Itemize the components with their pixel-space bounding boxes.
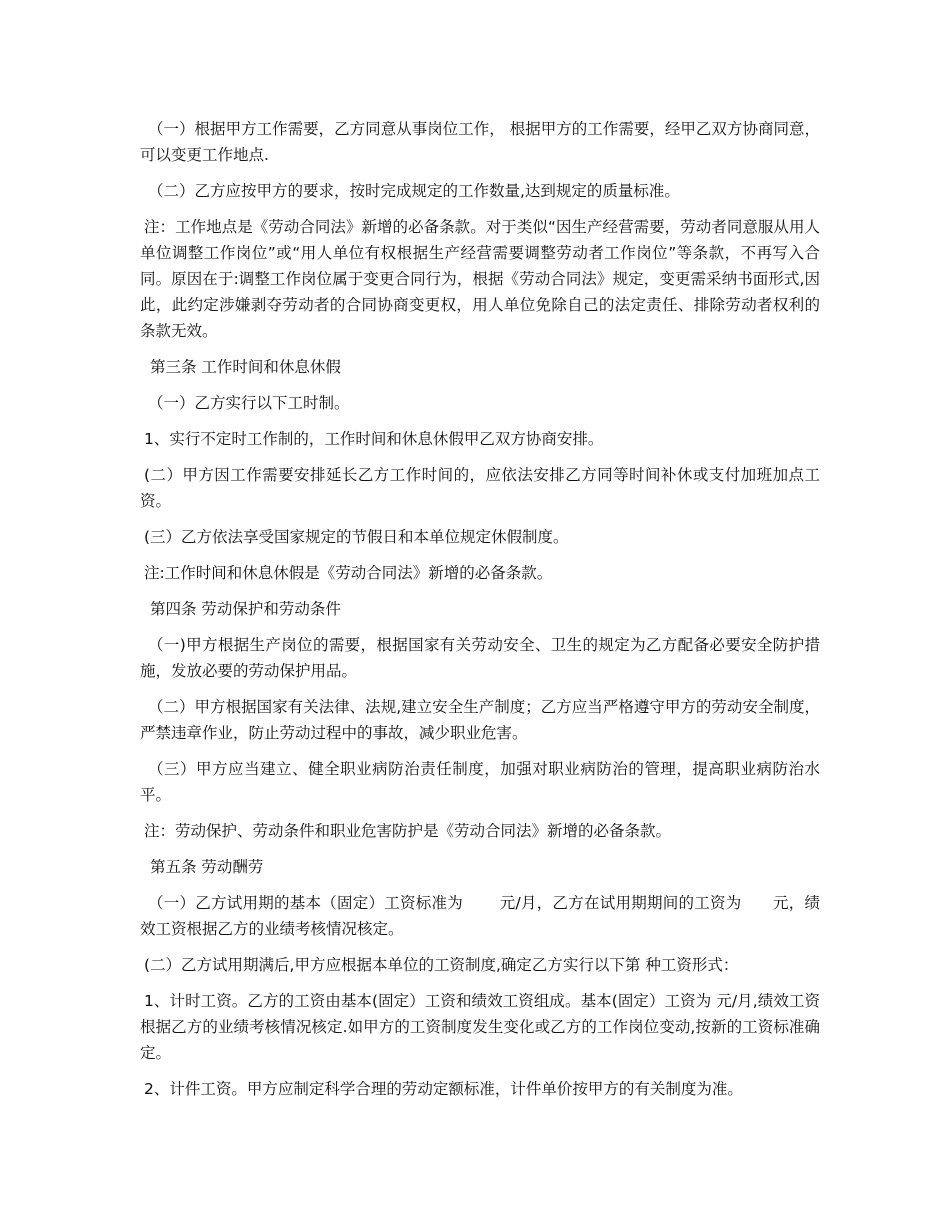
paragraph-article4-1: （一)甲方根据生产岗位的需要，根据国家有关劳动安全、卫生的规定为乙方配备必要安全防护措施，发放必要的劳动保护用品。 xyxy=(140,636,820,680)
paragraph-article5-item1: 1、计时工资。乙方的工资由基本(固定）工资和绩效工资组成。基本(固定）工资为 元/月,绩效工资根据乙方的业绩考核情况核定.如甲方的工资制度发生变化或乙方的工作岗位变动,按新的工资标准确定。 xyxy=(140,992,820,1062)
paragraph-article3-item1: 1、实行不定时工作制的，工作时间和休息休假甲乙双方协商安排。 xyxy=(144,430,604,448)
document-body xyxy=(140,116,820,1112)
paragraph-article4-3: （三）甲方应当建立、健全职业病防治责任制度，加强对职业病防治的管理，提高职业病防治水平。 xyxy=(140,760,820,804)
article-3-heading: 第三条 工作时间和休息休假 xyxy=(150,358,341,376)
paragraph-article5-item2: 2、计件工资。甲方应制定科学合理的劳动定额标准，计件单价按甲方的有关制度为准。 xyxy=(144,1080,743,1098)
paragraph-article5-1: （一）乙方试用期的基本（固定）工资标准为 元/月，乙方在试用期期间的工资为 元，绩效工资根据乙方的业绩考核情况核定。 xyxy=(140,894,820,938)
note-paragraph-protection: 注：劳动保护、劳动条件和职业危害防护是《劳动合同法》新增的必备条款。 xyxy=(144,822,672,840)
note-paragraph-workplace: 注：工作地点是《劳动合同法》新增的必备条款。对于类似“因生产经营需要，劳动者同意服从用人单位调整工作岗位”或“用人单位有权根据生产经营需要调整劳动者工作岗位”等条款，不再写入合同。原因在于:调整工作岗位属于变更合同行为，根据《劳动合同法》规定，变更需采纳书面形式,因此，此约定涉嫌剥夺劳动者的合同协商变更权，用人单位免除自己的法定责任、排除劳动者权利的条款无效。 xyxy=(140,218,820,340)
article-5-heading: 第五条 劳动酬劳 xyxy=(150,858,264,876)
paragraph-article4-2: （二）甲方根据国家有关法律、法规,建立安全生产制度；乙方应当严格遵守甲方的劳动安全制度，严禁违章作业，防止劳动过程中的事故，减少职业危害。 xyxy=(140,698,820,742)
paragraph-1: （一）根据甲方工作需要，乙方同意从事岗位工作， 根据甲方的工作需要，经甲乙双方协商同意，可以变更工作地点. xyxy=(140,120,820,164)
paragraph-article3-2: (二）甲方因工作需要安排延长乙方工作时间的，应依法安排乙方同等时间补休或支付加班加点工资。 xyxy=(140,466,820,510)
note-paragraph-worktime: 注:工作时间和休息休假是《劳动合同法》新增的必备条款。 xyxy=(144,564,553,582)
article-4-heading: 第四条 劳动保护和劳动条件 xyxy=(150,600,341,618)
paragraph-article3-1: （一）乙方实行以下工时制。 xyxy=(148,394,350,412)
paragraph-article3-3: (三）乙方依法享受国家规定的节假日和本单位规定休假制度。 xyxy=(144,528,569,546)
paragraph-article5-2: (二）乙方试用期满后,甲方应根据本单位的工资制度,确定乙方实行以下第 种工资形式： xyxy=(144,956,739,974)
paragraph-2: （二）乙方应按甲方的要求，按时完成规定的工作数量,达到规定的质量标准。 xyxy=(148,182,680,200)
